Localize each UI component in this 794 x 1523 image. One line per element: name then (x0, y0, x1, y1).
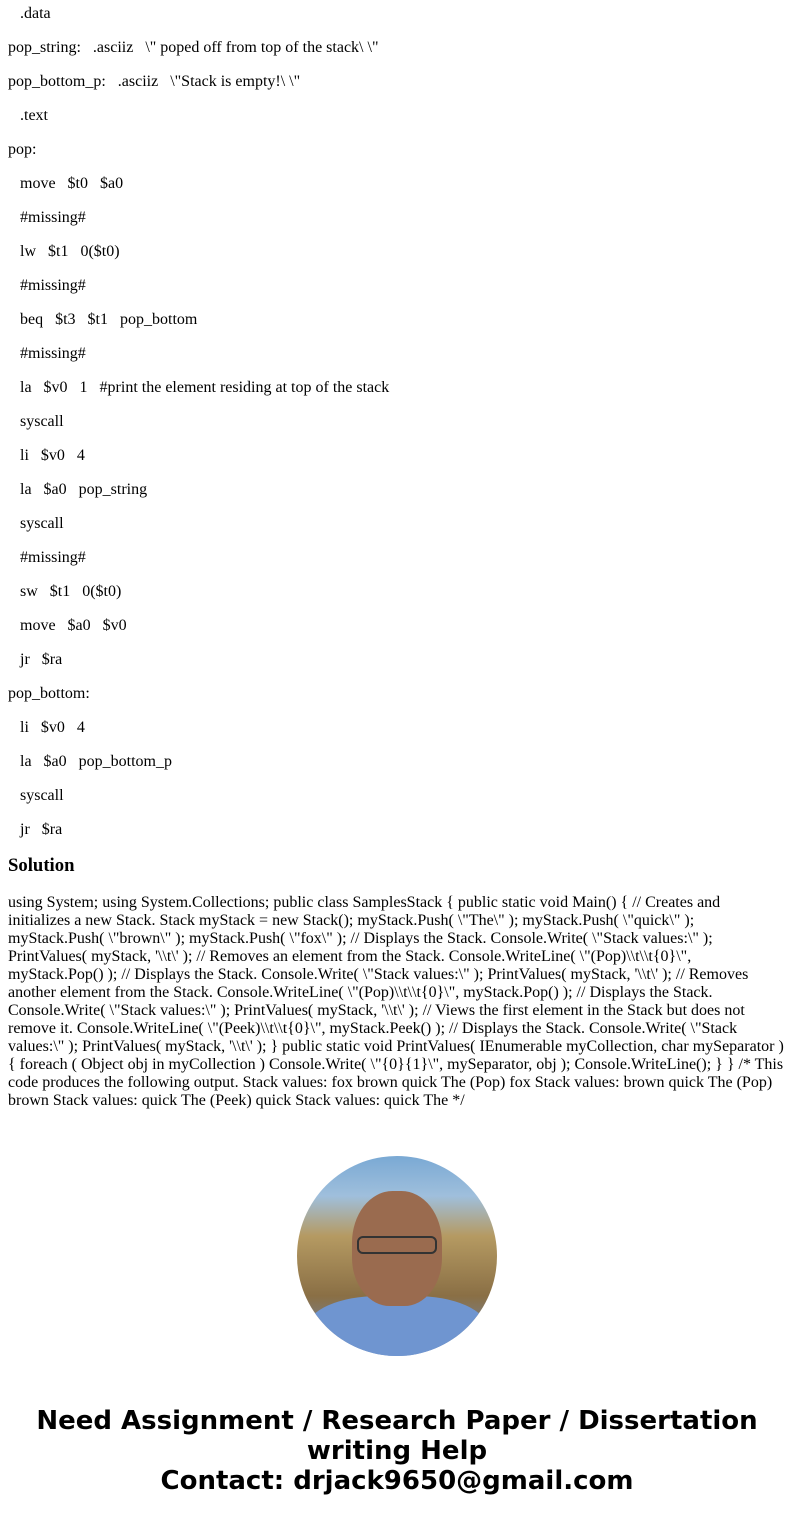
code-line: #missing# (8, 209, 86, 226)
code-line: pop_string: .asciiz \" poped off from top of the stack\ \" (8, 39, 379, 56)
help-heading: Need Assignment / Research Paper / Dissertation writing Help (36, 1406, 758, 1467)
code-line: move $a0 $v0 (8, 617, 127, 634)
code-line: pop_bottom: (8, 685, 90, 702)
contact-banner (0, 1406, 794, 1496)
code-line: beq $t3 $t1 pop_bottom (8, 311, 198, 328)
code-line: li $v0 4 (8, 719, 85, 736)
code-line: #missing# (8, 549, 86, 566)
code-line: pop: (8, 141, 37, 158)
author-photo (297, 1156, 497, 1356)
solution-text: using System; using System.Collections; public class SamplesStack { public static void Main() { // Creates and initializes a new Stack. Stack myStack = new Stack(); myStack.Push( \"The\" ); myStack.Push( \"quick\" ); myStack.Push( \"brown\" ); myStack.Push( \"fox\" ); // Displays the Stack. Console.Write( \"Stack values:\" ); PrintValues( myStack, '\\t\' ); // Removes an element from the Stack. Console.WriteLine( \"(Pop)\\t\\t{0}\", myStack.Pop() ); // Displays the Stack. Console.Write( \"Stack values:\" ); PrintValues( myStack, '\\t\' ); // Removes another element from the Stack. Console.WriteLine( \"(Pop)\\t\\t{0}\", myStack.Pop() ); // Displays the Stack. Console.Write( \"Stack values:\" ); PrintValues( myStack, '\\t\' ); // Views the first element in the Stack but does not remove it. Console.WriteLine( \"(Peek)\\t\\t{0}\", myStack.Peek() ); // Displays the Stack. Console.Write( \"Stack values:\" ); PrintValues( myStack, '\\t\' ); } public static void PrintValues( IEnumerable myCollection, char mySeparator ) { foreach ( Object obj in myCollection ) Console.Write( \"{0}{1}\", mySeparator, obj ); Console.WriteLine(); } } /* This code produces the following output. Stack values: fox brown quick The (Pop) fox Stack values: brown quick The (Pop) brown Stack values: quick The (Peek) quick Stack values: quick The */ (8, 894, 784, 1110)
code-line: move $t0 $a0 (8, 175, 124, 192)
code-line: #missing# (8, 345, 86, 362)
code-line: syscall (8, 515, 64, 532)
code-line: jr $ra (8, 651, 63, 668)
code-line: la $a0 pop_string (8, 481, 148, 498)
code-line: la $v0 1 #print the element residing at top of the stack (8, 379, 390, 396)
code-line: #missing# (8, 277, 86, 294)
solution-heading: Solution (8, 855, 75, 877)
code-line: syscall (8, 413, 64, 430)
code-line: sw $t1 0($t0) (8, 583, 122, 600)
code-listing (8, 5, 786, 839)
code-line: .text (8, 107, 48, 124)
code-line: lw $t1 0($t0) (8, 243, 120, 260)
code-line: jr $ra (8, 821, 63, 838)
code-line: syscall (8, 787, 64, 804)
code-line: la $a0 pop_bottom_p (8, 753, 172, 770)
contact-email: Contact: drjack9650@gmail.com (160, 1466, 634, 1497)
code-line: .data (8, 5, 51, 22)
code-line: pop_bottom_p: .asciiz \"Stack is empty!\ \" (8, 73, 301, 90)
code-line: li $v0 4 (8, 447, 85, 464)
photo-glasses (357, 1236, 437, 1254)
